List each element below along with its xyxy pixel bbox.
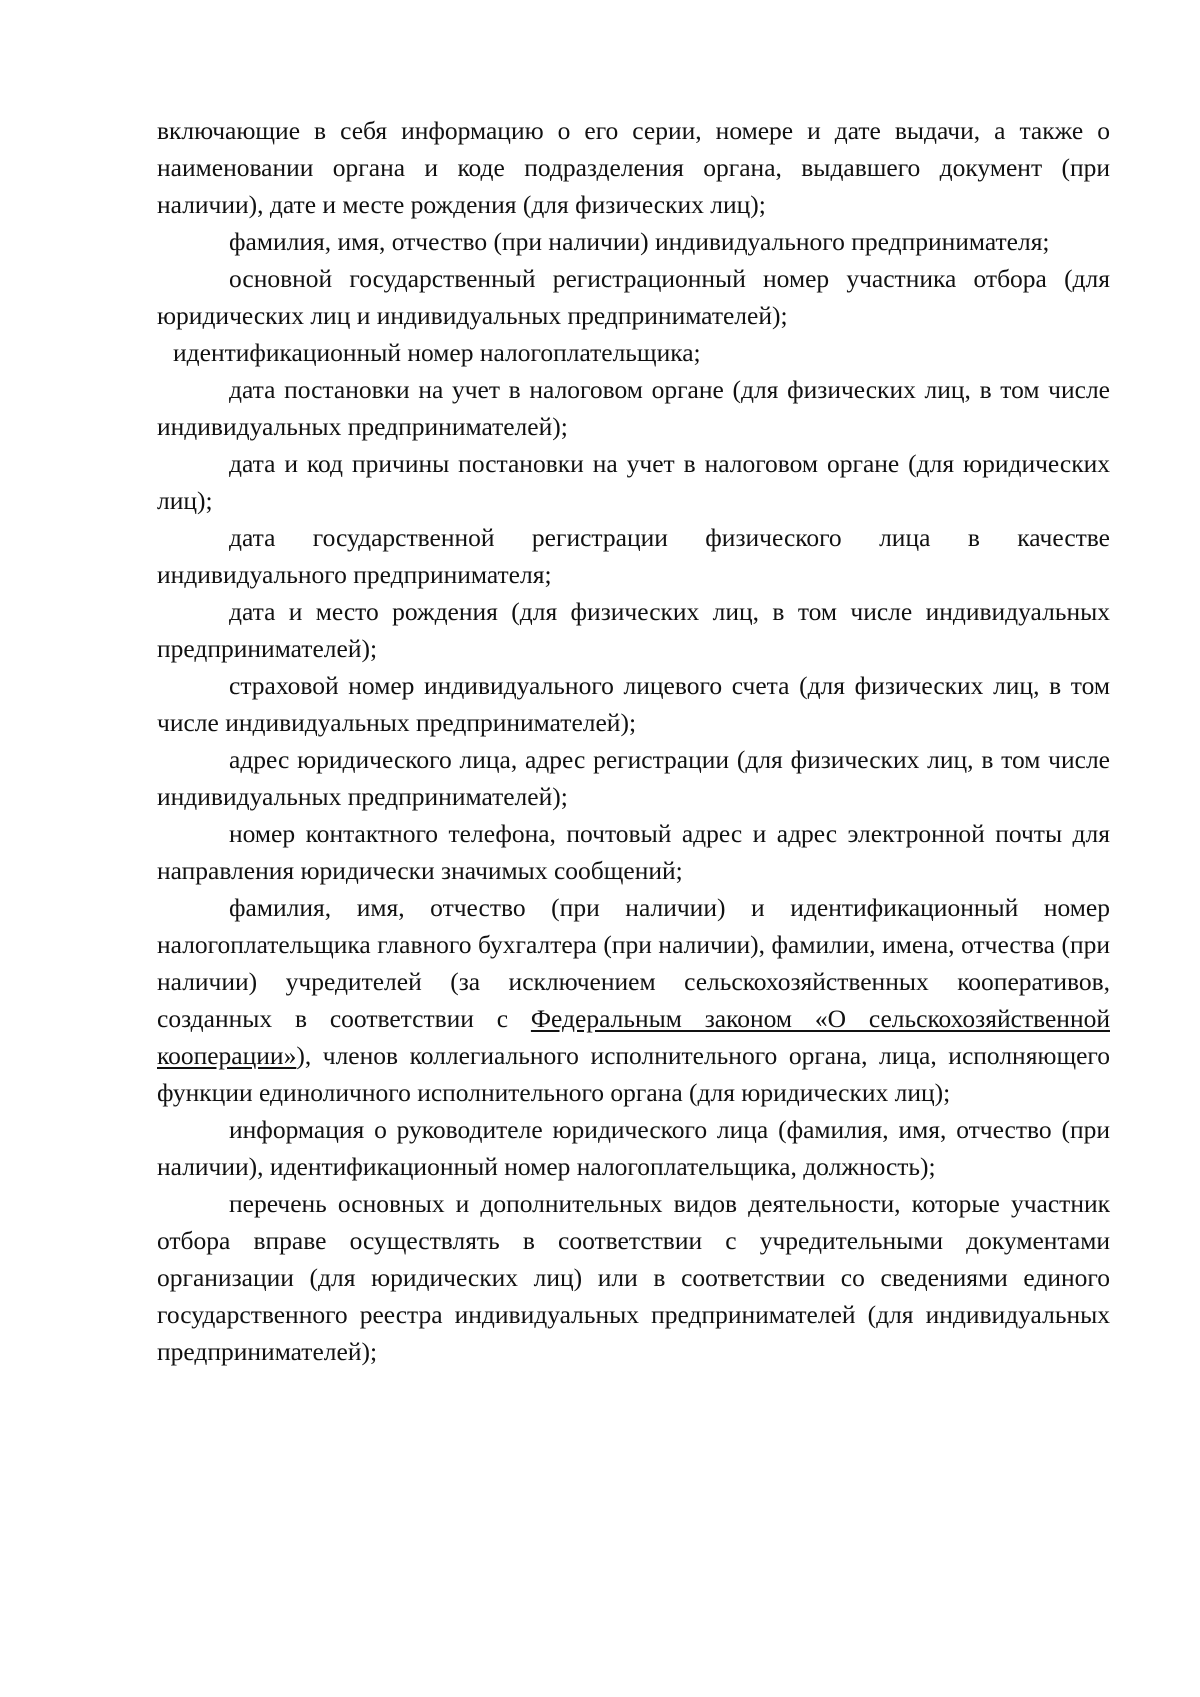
paragraph-head-info: информация о руководителе юридического лица (фамилия, имя, отчество (при наличии), идентификационный номер налогоплательщика, должность); [157,1115,1110,1181]
paragraph-address: адрес юридического лица, адрес регистрации (для физических лиц, в том числе индивидуальных предпринимателей); [157,745,1110,811]
founders-text-after-link: ), членов коллегиального исполнительного органа, лица, исполняющего функции единоличного исполнительного органа (для юридических лиц); [157,1041,1110,1107]
paragraph-ogrn: основной государственный регистрационный номер участника отбора (для юридических лиц и индивидуальных предпринимателей); [157,264,1110,330]
paragraph-founders [157,889,1110,1111]
paragraph-tax-registration-date: дата постановки на учет в налоговом органе (для физических лиц, в том числе индивидуальных предпринимателей); [157,375,1110,441]
paragraph-contacts: номер контактного телефона, почтовый адрес и адрес электронной почты для направления юридически значимых сообщений; [157,819,1110,885]
paragraph-passport-details: включающие в себя информацию о его серии, номере и дате выдачи, а также о наименовании органа и коде подразделения органа, выдавшего документ (при наличии), дате и месте рождения (для физических лиц); [157,116,1110,219]
paragraph-state-registration-date: дата государственной регистрации физического лица в качестве индивидуального предпринимателя; [157,523,1110,589]
founders-text-before-link: фамилия, имя, отчество (при наличии) и идентификационный номер налогоплательщика главного бухгалтера (при наличии), фамилии, имена, отчества (при наличии) учредителей (за исключением сельскохозяйственных кооперативов, созданных в соответствии с [157,893,1110,1033]
paragraph-snils: страховой номер индивидуального лицевого счета (для физических лиц, в том числе индивидуальных предпринимателей); [157,671,1110,737]
paragraph-birth-date-place: дата и место рождения (для физических лиц, в том числе индивидуальных предпринимателей); [157,597,1110,663]
paragraph-activities: перечень основных и дополнительных видов деятельности, которые участник отбора вправе осуществлять в соответствии с учредительными документами организации (для юридических лиц) или в соответствии со сведениями единого государственного реестра индивидуальных предпринимателей (для индивидуальных предпринимателей); [157,1189,1110,1366]
federal-law-link[interactable]: Федеральным законом «О сельскохозяйственной кооперации» [157,1004,1110,1070]
paragraph-entrepreneur-name: фамилия, имя, отчество (при наличии) индивидуального предпринимателя; [229,227,1050,256]
paragraph-kpp: дата и код причины постановки на учет в налоговом органе (для юридических лиц); [157,449,1110,515]
paragraph-inn: идентификационный номер налогоплательщика; [173,338,701,367]
